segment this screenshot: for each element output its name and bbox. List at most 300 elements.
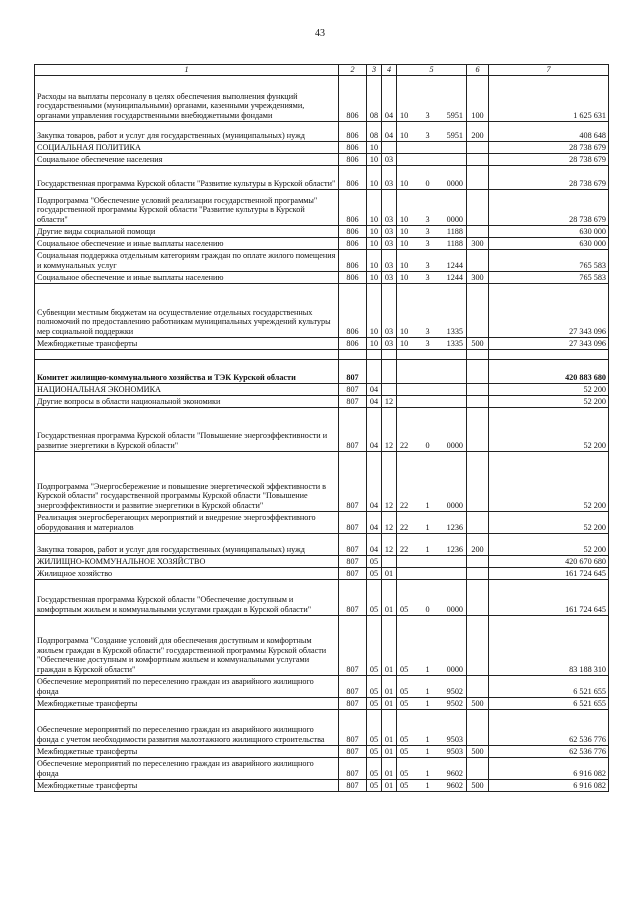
row-name: Закупка товаров, работ и услуг для государственных (муниципальных) нужд [35,121,339,141]
row-section-code: 10 [367,153,382,165]
row-admin-code: 806 [339,121,367,141]
row-amount: 28 738 679 [489,189,609,225]
row-amount [489,349,609,359]
row-expense-type: 500 [467,697,489,709]
target-article-part: 10 [400,131,409,140]
target-article-part: 10 [400,327,409,336]
row-target-article [397,249,467,271]
row-subsection-code: 04 [382,75,397,121]
row-admin-code: 807 [339,709,367,745]
table-row [35,615,609,675]
row-section-code [367,359,382,383]
row-admin-code: 806 [339,165,367,189]
row-name: Подпрограмма "Обеспечение условий реализации государственной программы" государственной программы Курской области "Развитие культуры в Курской области" [35,189,339,225]
row-expense-type [467,615,489,675]
target-article-part: 1 [425,699,430,708]
row-admin-code: 807 [339,555,367,567]
row-amount: 62 536 776 [489,745,609,757]
target-article-part: 05 [400,687,409,696]
row-expense-type: 300 [467,237,489,249]
target-article-part: 1188 [446,227,463,236]
row-subsection-code: 04 [382,121,397,141]
row-expense-type [467,189,489,225]
header-cell: 7 [489,65,609,76]
target-article-part: 05 [400,747,409,756]
row-section-code: 05 [367,745,382,757]
row-amount: 408 648 [489,121,609,141]
table-row [35,165,609,189]
row-subsection-code: 03 [382,337,397,349]
row-amount: 6 916 082 [489,757,609,779]
row-amount: 630 000 [489,225,609,237]
row-admin-code: 807 [339,383,367,395]
row-amount: 6 916 082 [489,779,609,791]
target-article-part: 1335 [446,339,463,348]
row-section-code: 04 [367,383,382,395]
target-article-part: 5951 [446,131,463,140]
row-target-article [397,349,467,359]
row-expense-type: 200 [467,121,489,141]
row-target-article [397,383,467,395]
row-subsection-code: 01 [382,579,397,615]
target-article-part: 9503 [446,747,463,756]
row-admin-code: 806 [339,337,367,349]
table-row [35,283,609,337]
row-subsection-code: 03 [382,225,397,237]
row-section-code: 05 [367,555,382,567]
row-admin-code: 807 [339,675,367,697]
row-amount: 52 200 [489,407,609,451]
row-expense-type [467,555,489,567]
row-amount: 62 536 776 [489,709,609,745]
row-name: Социальная поддержка отдельным категориям граждан по оплате жилого помещения и коммунальных услуг [35,249,339,271]
target-article-part: 5951 [446,111,463,120]
row-amount: 28 738 679 [489,165,609,189]
row-name: Социальное обеспечение населения [35,153,339,165]
row-admin-code: 806 [339,249,367,271]
budget-table [34,64,609,792]
row-expense-type [467,757,489,779]
target-article-part: 0000 [446,441,463,450]
row-expense-type [467,349,489,359]
row-section-code: 10 [367,141,382,153]
row-target-article [397,165,467,189]
row-name: Субвенции местным бюджетам на осуществление отдельных государственных полномочий по предоставлению работникам муниципальных учреждений культуры мер социальной поддержки [35,283,339,337]
table-row [35,555,609,567]
row-name: Государственная программа Курской области "Повышение энергоэффективности и развитие энергетики в Курской области" [35,407,339,451]
row-expense-type [467,165,489,189]
row-section-code: 05 [367,615,382,675]
target-article-part: 05 [400,781,409,790]
table-row [35,567,609,579]
target-article-part: 10 [400,339,409,348]
row-subsection-code: 01 [382,567,397,579]
target-article-part: 0000 [446,605,463,614]
row-target-article [397,451,467,511]
target-article-part: 3 [425,327,430,336]
target-article-part: 9503 [446,735,463,744]
header-cell: 6 [467,65,489,76]
row-subsection-code [382,359,397,383]
row-admin-code: 807 [339,407,367,451]
row-target-article [397,697,467,709]
row-subsection-code: 03 [382,249,397,271]
row-name: Реализация энергосберегающих мероприятий и внедрение энергоэффективного оборудования и материалов [35,511,339,533]
row-amount: 420 670 680 [489,555,609,567]
table-row [35,709,609,745]
table-row [35,779,609,791]
table-row [35,533,609,555]
row-name: Расходы на выплаты персоналу в целях обеспечения выполнения функций государственными (муниципальными) органами, казенными учреждениями, органами управления государственными внебюджетными фондами [35,75,339,121]
row-expense-type [467,675,489,697]
target-article-part: 3 [425,227,430,236]
row-section-code: 05 [367,675,382,697]
table-row [35,675,609,697]
target-article-part: 1 [425,687,430,696]
row-name: НАЦИОНАЛЬНАЯ ЭКОНОМИКА [35,383,339,395]
header-cell: 2 [339,65,367,76]
table-row [35,75,609,121]
row-expense-type [467,153,489,165]
row-name: Государственная программа Курской области "Обеспечение доступным и комфортным жильем и коммунальными услугами граждан в Курской области" [35,579,339,615]
row-expense-type [467,709,489,745]
table-row [35,141,609,153]
row-name: Межбюджетные трансферты [35,745,339,757]
row-amount: 52 200 [489,533,609,555]
row-name: Межбюджетные трансферты [35,337,339,349]
row-amount: 52 200 [489,395,609,407]
target-article-part: 9502 [446,699,463,708]
table-row [35,237,609,249]
target-article-part: 0000 [446,179,463,188]
table-row [35,359,609,383]
row-admin-code: 807 [339,745,367,757]
row-expense-type [467,283,489,337]
target-article-part: 1 [425,501,430,510]
target-article-part: 05 [400,699,409,708]
row-expense-type [467,249,489,271]
target-article-part: 1 [425,735,430,744]
row-subsection-code: 01 [382,757,397,779]
target-article-part: 0 [425,179,430,188]
target-article-part: 1 [425,523,430,532]
row-name: Государственная программа Курской области "Развитие культуры в Курской области" [35,165,339,189]
row-expense-type [467,407,489,451]
row-expense-type [467,511,489,533]
row-section-code: 10 [367,189,382,225]
row-target-article [397,225,467,237]
target-article-part: 10 [400,179,409,188]
row-target-article [397,271,467,283]
row-expense-type: 500 [467,779,489,791]
row-amount: 6 521 655 [489,697,609,709]
row-admin-code: 807 [339,567,367,579]
row-section-code: 04 [367,511,382,533]
row-name: Обеспечение мероприятий по переселению граждан из аварийного жилищного фонда с учетом необходимости развития малоэтажного жилищного строительства [35,709,339,745]
row-name: ЖИЛИЩНО-КОММУНАЛЬНОЕ ХОЗЯЙСТВО [35,555,339,567]
row-target-article [397,615,467,675]
row-section-code: 10 [367,283,382,337]
row-subsection-code: 01 [382,779,397,791]
row-subsection-code: 01 [382,675,397,697]
row-admin-code: 807 [339,757,367,779]
row-target-article [397,757,467,779]
header-cell: 4 [382,65,397,76]
row-subsection-code: 01 [382,697,397,709]
row-subsection-code: 03 [382,271,397,283]
row-section-code: 04 [367,395,382,407]
row-target-article [397,779,467,791]
row-admin-code: 806 [339,225,367,237]
target-article-part: 05 [400,665,409,674]
row-subsection-code: 01 [382,745,397,757]
row-section-code: 05 [367,697,382,709]
target-article-part: 0000 [446,215,463,224]
row-section-code: 05 [367,779,382,791]
header-cell: 1 [35,65,339,76]
row-name: Социальное обеспечение и иные выплаты населению [35,237,339,249]
row-admin-code: 806 [339,141,367,153]
table-row [35,407,609,451]
row-section-code: 04 [367,533,382,555]
row-expense-type [467,225,489,237]
row-amount: 161 724 645 [489,567,609,579]
row-section-code: 05 [367,757,382,779]
row-name: Другие вопросы в области национальной экономики [35,395,339,407]
row-section-code: 08 [367,75,382,121]
row-subsection-code: 01 [382,615,397,675]
table-row [35,395,609,407]
header-cell: 3 [367,65,382,76]
row-target-article [397,511,467,533]
row-name: Обеспечение мероприятий по переселению граждан из аварийного жилищного фонда [35,675,339,697]
row-expense-type [467,141,489,153]
row-expense-type: 200 [467,533,489,555]
row-target-article [397,533,467,555]
row-section-code: 04 [367,407,382,451]
row-target-article [397,283,467,337]
row-admin-code: 807 [339,451,367,511]
table-row [35,579,609,615]
target-article-part: 3 [425,239,430,248]
target-article-part: 1 [425,769,430,778]
row-admin-code: 807 [339,359,367,383]
target-article-part: 0 [425,441,430,450]
row-section-code: 08 [367,121,382,141]
target-article-part: 1236 [446,523,463,532]
row-section-code: 10 [367,337,382,349]
target-article-part: 0000 [446,665,463,674]
row-subsection-code: 03 [382,237,397,249]
row-admin-code: 806 [339,271,367,283]
target-article-part: 05 [400,605,409,614]
row-target-article [397,709,467,745]
row-expense-type [467,383,489,395]
page-number: 43 [315,28,325,39]
target-article-part: 10 [400,239,409,248]
row-subsection-code [382,349,397,359]
row-amount: 83 188 310 [489,615,609,675]
row-target-article [397,359,467,383]
row-section-code: 04 [367,451,382,511]
table-row [35,757,609,779]
row-target-article [397,121,467,141]
row-section-code: 05 [367,567,382,579]
target-article-part: 1236 [446,545,463,554]
row-name: Обеспечение мероприятий по переселению граждан из аварийного жилищного фонда [35,757,339,779]
row-admin-code: 806 [339,75,367,121]
row-name: Межбюджетные трансферты [35,779,339,791]
table-row [35,511,609,533]
row-amount: 52 200 [489,451,609,511]
row-admin-code: 807 [339,697,367,709]
row-expense-type [467,451,489,511]
row-subsection-code [382,555,397,567]
target-article-part: 10 [400,261,409,270]
table-row [35,153,609,165]
row-subsection-code: 12 [382,533,397,555]
table-row [35,225,609,237]
row-subsection-code: 12 [382,395,397,407]
target-article-part: 1335 [446,327,463,336]
table-row [35,451,609,511]
row-section-code: 10 [367,271,382,283]
row-admin-code: 807 [339,395,367,407]
row-name [35,349,339,359]
target-article-part: 10 [400,227,409,236]
row-amount: 52 200 [489,511,609,533]
row-target-article [397,395,467,407]
row-subsection-code: 12 [382,511,397,533]
row-target-article [397,407,467,451]
row-target-article [397,579,467,615]
row-section-code [367,349,382,359]
row-target-article [397,153,467,165]
row-target-article [397,745,467,757]
target-article-part: 3 [425,215,430,224]
row-target-article [397,675,467,697]
row-admin-code: 807 [339,779,367,791]
row-name: Другие виды социальной помощи [35,225,339,237]
row-name: СОЦИАЛЬНАЯ ПОЛИТИКА [35,141,339,153]
target-article-part: 1188 [446,239,463,248]
row-subsection-code: 03 [382,283,397,337]
row-admin-code: 807 [339,511,367,533]
row-name: Закупка товаров, работ и услуг для государственных (муниципальных) нужд [35,533,339,555]
target-article-part: 05 [400,769,409,778]
table-header-row [35,65,609,76]
row-target-article [397,189,467,225]
target-article-part: 3 [425,339,430,348]
target-article-part: 05 [400,735,409,744]
row-amount: 420 883 680 [489,359,609,383]
row-target-article [397,75,467,121]
target-article-part: 9602 [446,781,463,790]
target-article-part: 0000 [446,501,463,510]
row-expense-type: 500 [467,745,489,757]
row-amount: 52 200 [489,383,609,395]
row-section-code: 05 [367,709,382,745]
target-article-part: 1 [425,665,430,674]
row-admin-code: 806 [339,153,367,165]
row-subsection-code: 12 [382,407,397,451]
row-expense-type [467,579,489,615]
row-expense-type [467,567,489,579]
table-row [35,249,609,271]
row-section-code: 10 [367,249,382,271]
row-subsection-code: 01 [382,709,397,745]
row-subsection-code: 03 [382,153,397,165]
row-expense-type [467,395,489,407]
row-admin-code: 806 [339,283,367,337]
row-amount: 28 738 679 [489,153,609,165]
row-admin-code: 806 [339,237,367,249]
target-article-part: 1 [425,545,430,554]
row-section-code: 05 [367,579,382,615]
row-name: Комитет жилищно-коммунального хозяйства и ТЭК Курской области [35,359,339,383]
row-target-article [397,555,467,567]
row-target-article [397,567,467,579]
target-article-part: 3 [425,273,430,282]
row-section-code: 10 [367,225,382,237]
row-subsection-code: 03 [382,165,397,189]
target-article-part: 10 [400,215,409,224]
header-cell: 5 [397,65,467,76]
row-amount: 6 521 655 [489,675,609,697]
row-amount: 1 625 631 [489,75,609,121]
row-admin-code: 807 [339,615,367,675]
row-target-article [397,141,467,153]
row-subsection-code [382,141,397,153]
table-row [35,271,609,283]
table-row [35,383,609,395]
target-article-part: 3 [425,261,430,270]
target-article-part: 10 [400,111,409,120]
row-section-code: 10 [367,165,382,189]
target-article-part: 1244 [446,261,463,270]
table-row [35,349,609,359]
row-amount: 765 583 [489,249,609,271]
row-admin-code: 807 [339,533,367,555]
target-article-part: 22 [400,501,409,510]
target-article-part: 9502 [446,687,463,696]
row-name: Социальное обеспечение и иные выплаты населению [35,271,339,283]
row-amount: 630 000 [489,237,609,249]
row-expense-type: 300 [467,271,489,283]
row-name: Подпрограмма "Энергосбережение и повышение энергетической эффективности в Курской области" государственной программы Курской области "Повышение энергоэффективности и развитие энергетики в Курской области" [35,451,339,511]
target-article-part: 22 [400,545,409,554]
row-name: Межбюджетные трансферты [35,697,339,709]
row-target-article [397,337,467,349]
row-amount: 161 724 645 [489,579,609,615]
row-admin-code: 807 [339,579,367,615]
target-article-part: 1 [425,781,430,790]
target-article-part: 3 [425,111,430,120]
row-amount: 27 343 096 [489,283,609,337]
row-target-article [397,237,467,249]
row-admin-code [339,349,367,359]
table-row [35,337,609,349]
row-amount: 28 738 679 [489,141,609,153]
target-article-part: 9602 [446,769,463,778]
row-expense-type [467,359,489,383]
target-article-part: 1 [425,747,430,756]
table-row [35,745,609,757]
row-amount: 765 583 [489,271,609,283]
row-admin-code: 806 [339,189,367,225]
target-article-part: 0 [425,605,430,614]
row-name: Жилищное хозяйство [35,567,339,579]
